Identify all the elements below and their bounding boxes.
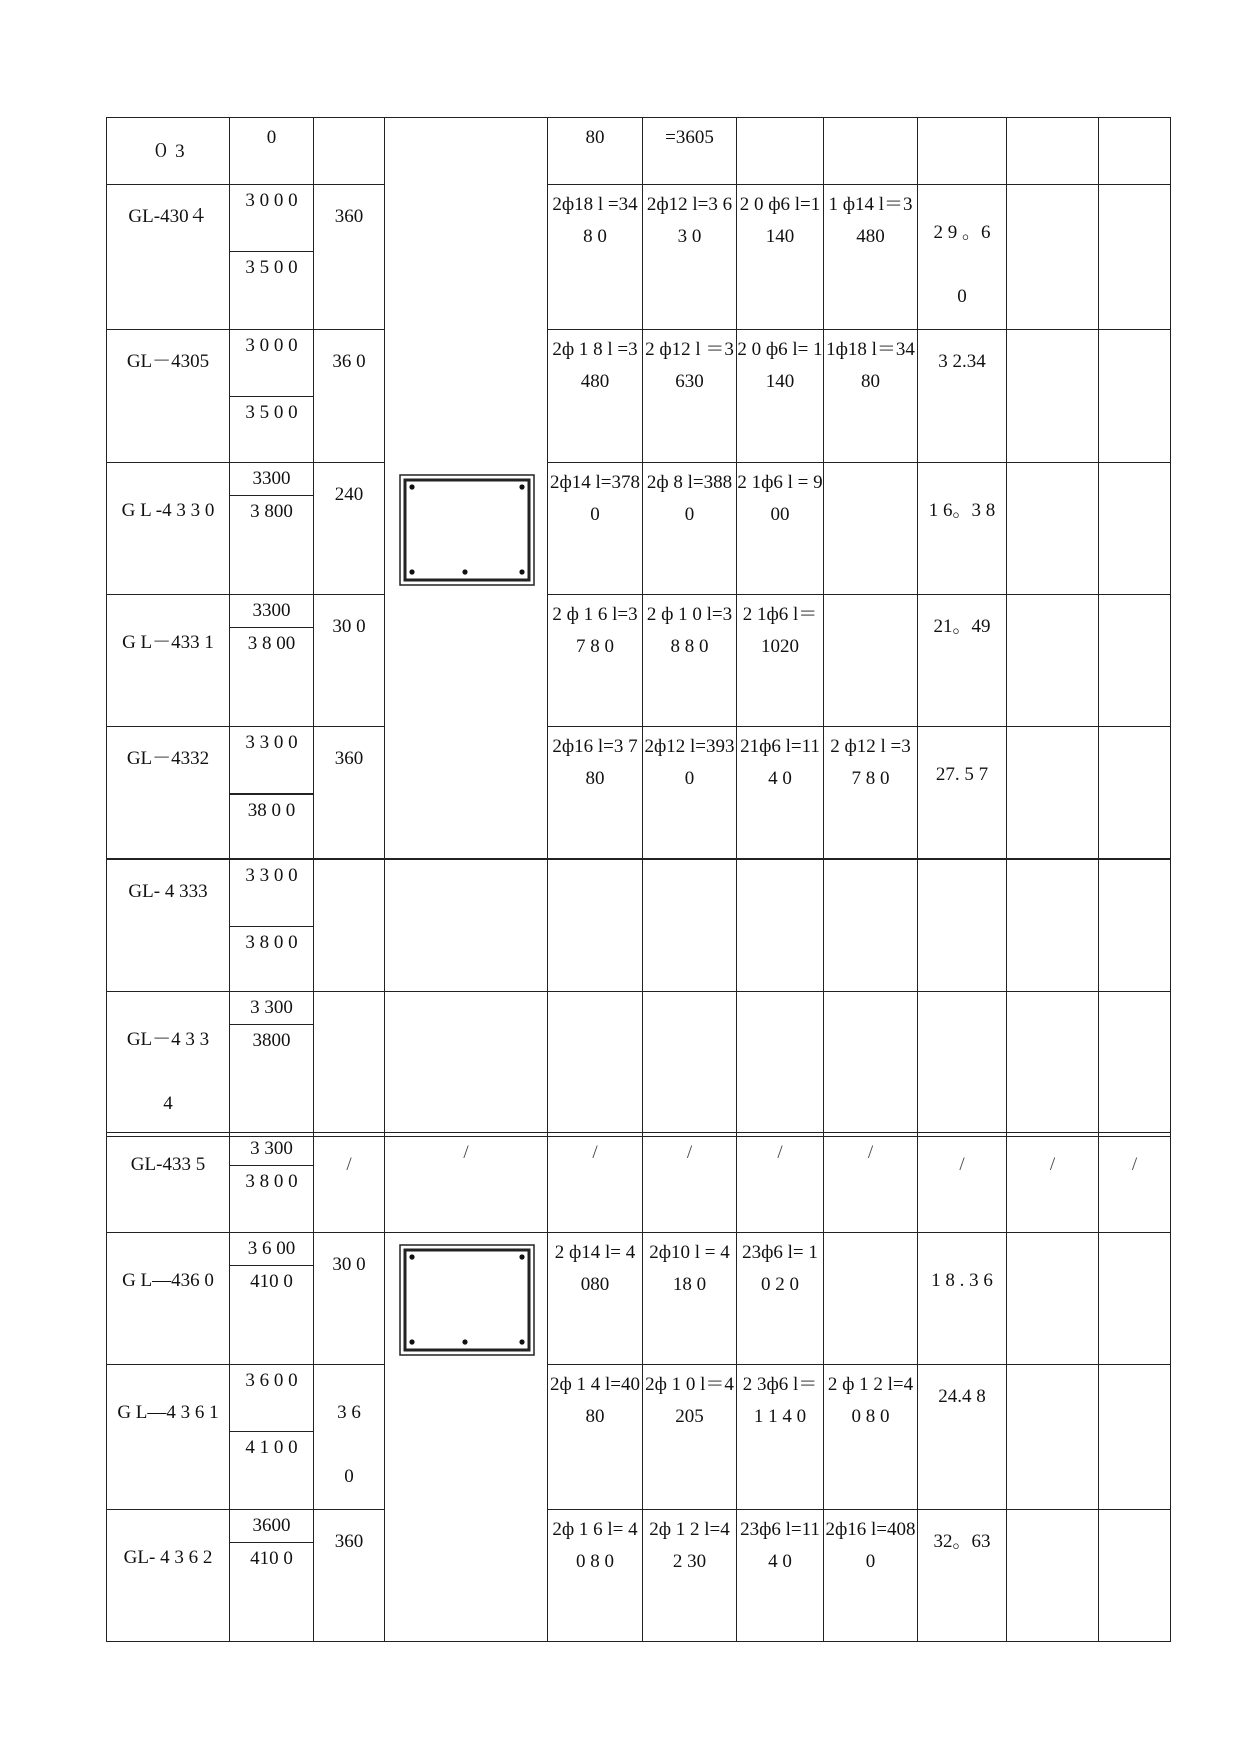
rebar-top: 2ф12 l=3930 [644,736,735,789]
span-length: 3600 [230,1510,313,1543]
weight [918,118,1007,185]
table-row [107,595,1171,727]
rebar-extra [824,1233,918,1365]
blank-col-a [1007,727,1099,859]
rebar-top: 2ф 1 0 l＝4205 [645,1374,734,1427]
blank-col-a [1007,1233,1099,1365]
rebar-extra: / [867,1142,874,1163]
beam-height: 30 0 [332,1254,366,1275]
blank-col-b [1099,727,1171,859]
section-cell [385,859,548,992]
blank-col-b [1099,1510,1171,1642]
rebar-extra [824,463,918,595]
stirrups: 23ф6 l= 1 0 2 0 [742,1242,818,1295]
span-length: 3300 [230,595,313,628]
blank-col-b [1099,463,1171,595]
rebar-top: 2ф 1 2 l=4 2 30 [649,1519,730,1572]
table-row [107,1365,1171,1510]
rebar-top: / [686,1142,693,1163]
weight: 21。49 [933,616,991,637]
rebar-extra: 2 ф12 l =3 7 8 0 [830,736,911,789]
span-length: 3 300 [230,1133,313,1166]
table-row [107,1510,1171,1642]
beam-code: G L -4 3 3 0 [121,500,215,521]
stirrups [737,118,824,185]
blank-col-a [1007,992,1099,1137]
stirrups: 21ф6 l=11 4 0 [740,736,820,789]
blank-col-a [1007,330,1099,463]
beam-code: GL-433 5 [130,1154,206,1175]
section-cell: / [463,1142,469,1163]
clear-length: 3 8 00 [247,633,296,654]
beam-code: G L—4 3 6 1 [117,1402,219,1423]
rebar-bottom: / [592,1142,598,1163]
blank-col-a [1007,185,1099,330]
span-length: 3300 [230,463,313,496]
span-length: 3 300 [230,992,313,1025]
blank-col-b [1099,1233,1171,1365]
stirrups [737,859,824,992]
rebar-top: 2 ф12 l ＝3630 [645,339,734,392]
rebar-top: =3605 [665,127,714,148]
table-row [107,992,1171,1137]
stirrups [737,992,824,1137]
rebar-bottom [548,859,643,992]
table-row [107,330,1171,463]
clear-length: 410 0 [250,1548,293,1569]
stirrups: 23ф6 l=114 0 [740,1519,820,1572]
clear-length: 38 0 0 [247,800,296,821]
beam-code: GL－4305 [126,351,210,372]
span-length: 3 0 0 0 [230,185,313,252]
blank-col-a [1007,118,1099,185]
beam-height: 240 [334,484,364,505]
table-row [107,1133,1171,1233]
rebar-top: 2ф 8 l=3880 [646,472,733,525]
beam-height: 3 6 0 [337,1402,361,1487]
rebar-extra [824,118,918,185]
beam-code: GL- 4 3 6 2 [123,1547,213,1568]
beam-height: 30 0 [332,616,366,637]
rebar-extra: 2 ф 1 2 l=4 0 8 0 [827,1374,914,1427]
weight [918,859,1007,992]
beam-height: 360 [334,206,364,227]
clear-length: 410 0 [250,1271,293,1292]
beam-height: 36 0 [332,351,366,372]
rebar-extra [824,992,918,1137]
section-cell [385,463,548,859]
blank-col-b [1099,1365,1171,1510]
rebar-bottom: 80 [585,127,605,148]
weight: 24.4 8 [938,1386,986,1407]
clear-length: 3 8 0 0 [245,931,298,953]
beam-code: G L—436 0 [122,1270,214,1291]
beam-code: GL- 4 333 [128,880,208,902]
weight: 1 8 . 3 6 [931,1270,993,1291]
blank-col-b [1099,595,1171,727]
blank-col-a [1007,1365,1099,1510]
section-cell [385,992,548,1137]
blank-col-a [1007,595,1099,727]
beam-code: GL-430４ [128,206,208,227]
beam-code: ０ 3 [151,141,185,162]
beam-schedule-table-2 [106,1132,1171,1642]
beam-height [314,992,385,1137]
clear-length: 3 5 0 0 [245,257,298,278]
stirrups: / [777,1142,783,1163]
clear-length: 4 1 0 0 [245,1437,298,1458]
weight: / [959,1154,965,1175]
section-cell [385,1233,548,1642]
table-row [107,859,1171,992]
clear-length: 3 5 0 0 [245,402,298,423]
rebar-bottom: 2 ф14 l= 4 080 [554,1242,636,1295]
table-row [107,118,1171,185]
rebar-bottom: 2ф 1 8 l =3480 [552,339,638,392]
span-length: 3 0 0 0 [230,330,313,397]
stirrups: 2 0 ф6 l= 1 140 [737,339,823,392]
table-row [107,1233,1171,1365]
blank-col-b [1099,330,1171,463]
beam-section-diagram [399,1244,535,1356]
blank-col-b [1099,185,1171,330]
weight: 32。63 [933,1531,991,1552]
blank-col-a [1007,859,1099,992]
rebar-extra: 2ф16 l=4080 [825,1519,916,1572]
beam-section-diagram [399,474,535,586]
blank-col-b [1099,859,1171,992]
rebar-bottom: 2ф 1 6 l= 4 0 8 0 [552,1519,638,1572]
weight: 2 9 。6 0 [933,222,991,307]
section-cell-empty [385,118,548,463]
rebar-bottom: 2ф18 l =348 0 [552,194,638,247]
beam-code: GL－4 3 3 4 [126,1029,210,1114]
span-length: 0 [266,127,277,148]
span-length: 3 3 0 0 [230,860,313,927]
beam-height: 360 [334,1531,364,1552]
span-length: 3 6 0 0 [230,1365,313,1432]
blank-col-b [1099,118,1171,185]
rebar-extra [824,595,918,727]
stirrups: 2 0 ф6 l=1140 [739,194,821,247]
beam-code: GL－4332 [126,748,210,769]
beam-height: 360 [334,748,364,769]
rebar-extra: 1ф18 l＝3480 [826,339,915,392]
weight [918,992,1007,1137]
weight: 27. 5 7 [935,764,989,785]
blank-col-a [1007,463,1099,595]
rebar-top [643,859,737,992]
rebar-top: 2ф10 l = 4 18 0 [649,1242,730,1295]
stirrups: 2 1ф6 l＝ 1020 [742,604,818,657]
table-row [107,463,1171,595]
rebar-bottom: 2 ф 1 6 l=37 8 0 [552,604,638,657]
span-length: 3 6 00 [230,1233,313,1266]
rebar-extra: 1 ф14 l＝3480 [828,194,913,247]
rebar-top: 2ф12 l=3 6 3 0 [646,194,733,247]
clear-length: 3 8 0 0 [245,1171,298,1192]
table-row [107,727,1171,859]
rebar-bottom [548,992,643,1137]
blank-col-a [1007,1510,1099,1642]
rebar-top: 2 ф 1 0 l=38 8 0 [646,604,733,657]
span-length: 3 3 0 0 [230,727,313,795]
beam-height [314,118,385,185]
weight: 1 6。3 8 [928,500,996,521]
beam-schedule-table-1 [106,117,1171,1137]
rebar-extra [824,859,918,992]
weight: 3 2.34 [938,351,986,372]
rebar-top [643,992,737,1137]
beam-height [314,859,385,992]
beam-height: / [346,1154,352,1175]
blank-col-b: / [1131,1154,1138,1175]
stirrups: 2 3ф6 l＝ 1 1 4 0 [742,1374,818,1427]
rebar-bottom: 2ф16 l=3 7 80 [552,736,638,789]
stirrups: 2 1ф6 l = 9 00 [737,472,823,525]
blank-col-b [1099,992,1171,1137]
clear-length: 3800 [252,1030,291,1051]
table-row [107,185,1171,330]
beam-code: G L－433 1 [122,632,214,653]
rebar-bottom: 2ф 1 4 l=4080 [549,1374,641,1427]
clear-length: 3 800 [250,501,293,522]
rebar-bottom: 2ф14 l=3780 [549,472,641,525]
blank-col-a: / [1049,1154,1056,1175]
